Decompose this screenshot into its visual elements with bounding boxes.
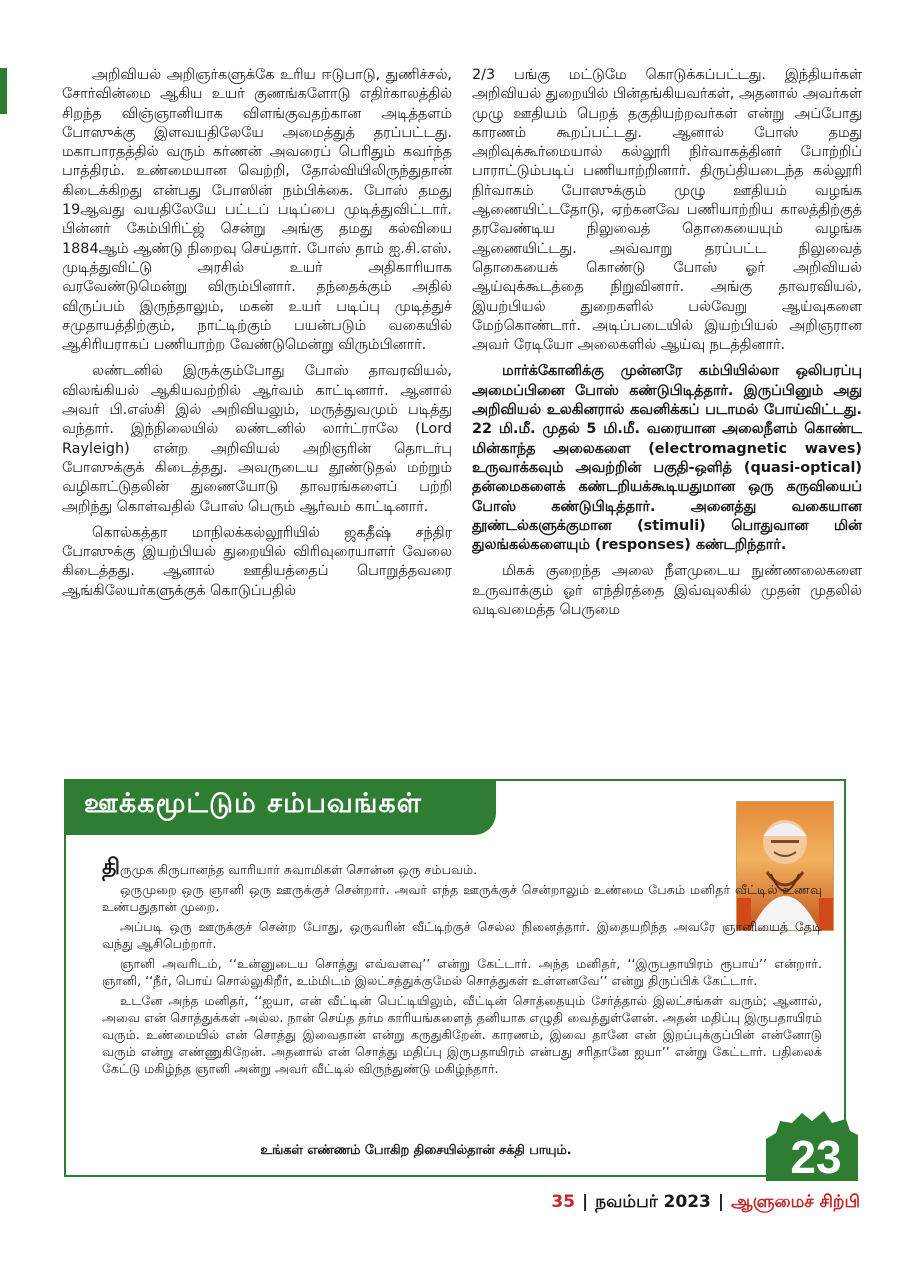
inspiration-box [64, 779, 846, 1181]
footer-separator: | [717, 1192, 725, 1212]
article-paragraph: மிகக் குறைந்த அலை நீளமுடைய நுண்ணலைகளை உருவாக்கும் ஓர் எந்திரத்தை இவ்வுலகில் முதன் முதலில் வடிவமைத்த பெருமை [472, 563, 862, 619]
page-footer [0, 1192, 860, 1214]
article-paragraph: லண்டனில் இருக்கும்போது போஸ் தாவரவியல், விலங்கியல் ஆகியவற்றில் ஆர்வம் காட்டினார். ஆனால் அவர் பி.எஸ்சி இல் அறிவியலும், மருத்துவமும் படித்து வந்தார். இந்நிலையில் லண்டனில் லார்ட்ராலே (Lord Rayleigh) என்ற அறிவியல் அறிஞரின் தொடர்பு போஸுக்குக் கிடைத்தது. அவருடைய தூண்டுதல் மற்றும் வழிகாட்டுதலின் துணையோடு தாவரங்களைப் பற்றி அறிந்து கொள்வதில் போஸ் பெரும் ஆர்வம் காட்டினார். [62, 363, 452, 515]
story-paragraph: அப்படி ஒரு ஊருக்குச் சென்ற போது, ஒருவரின் வீட்டிற்குச் செல்ல நினைத்தார். இதையறிந்த அவரே ஞானியைத் தேடி வந்து ஆசிபெற்றார். [102, 919, 822, 951]
issue-month: நவம்பர் 2023 [595, 1192, 711, 1212]
article-paragraph-bold: மார்க்கோனிக்கு முன்னரே கம்பியில்லா ஒலிபரப்பு அமைப்பினை போஸ் கண்டுபிடித்தார். இருப்பினும் அது அறிவியல் உலகினரால் கவனிக்கப் படாமல் போய்விட்டது. 22 மி.மீ. முதல் 5 மி.மீ. வரையான அலைநீளம் கொண்ட மின்காந்த அலைகளை (electromagnetic waves) உருவாக்கவும் அவற்றின் பகுதி-ஒளித் (quasi-optical) தன்மைகளைக் கண்டறியக்கூடியதுமான ஒரு கருவியைப் போஸ் கண்டுபிடித்தார். அனைத்து வகையான தூண்டல்களுக்குமான (stimuli) பொதுவான மின் துலங்கல்களையும் (responses) கண்டறிந்தார். [472, 363, 862, 554]
page-number: 35 [551, 1192, 576, 1212]
article-column-left [62, 66, 452, 772]
article-columns [62, 66, 862, 772]
story-paragraph: ஞானி அவரிடம், ‘‘உன்னுடைய சொத்து எவ்வளவு’’ என்று கேட்டார். அந்த மனிதர், ‘‘இருபதாயிரம் ரூபாய்’’ என்றார். ஞானி, ‘‘நீர், பொய் சொல்லுகிறீர், உம்மிடம் இலட்சத்துக்குமேல் சொத்துகள் உள்ளனவே’’ என்று திருப்பிக் கேட்டார். [102, 956, 822, 988]
article-column-right [472, 66, 862, 772]
side-tab-marker [0, 68, 7, 114]
box-title: ஊக்கமூட்டும் சம்பவங்கள் [84, 788, 423, 819]
story-dropcap: தி [102, 855, 121, 880]
footer-separator: | [582, 1192, 589, 1212]
article-paragraph: அறிவியல் அறிஞர்களுக்கே உரிய ஈடுபாடு, துணிச்சல், சோர்வின்மை ஆகிய உயர் குணங்களோடு எதிர்காலத்தில் சிறந்த விஞ்ஞானியாக விளங்குவதற்கான அடித்தளம் போஸுக்கு இளவயதிலேயே அமைத்துத் தரப்பட்டது. மகாபாரதத்தில் வரும் கர்ணன் அவரைப் பெரிதும் கவர்ந்த பாத்திரம். உண்மையான வெற்றி, தோல்வியிலிருந்துதான் கிடைக்கிறது என்பது போஸின் நம்பிக்கை. போஸ் தமது 19ஆவது வயதிலேயே பட்டப் படிப்பை முடித்துவிட்டார். பின்னர் கேம்பிரிட்ஜ் சென்று அங்கு தமது கல்வியை 1884ஆம் ஆண்டு நிறைவு செய்தார். போஸ் தாம் ஐ.சி.எஸ். முடித்துவிட்டு அரசில் உயர் அதிகாரியாக வரவேண்டுமென்று விரும்பினார். தந்தைக்கும் அதில் விருப்பம் இருந்தாலும், மகன் உயர் படிப்பு முடித்துச் சமுதாயத்திற்கும், நாட்டிற்கும் பயன்படும் வகையில் ஆசிரியராகப் பணியாற்ற வேண்டுமென்று விரும்பினார். [62, 67, 452, 354]
story-paragraph: உடனே அந்த மனிதர், ‘‘ஐயா, என் வீட்டின் பெட்டியிலும், வீட்டின் சொத்தையும் சேர்த்தால் இலட்சங்கள் வரும்; ஆனால், அவை என் சொத்துக்கள் அல்ல. நான் செய்த தர்ம காரியங்களைத் தனியாக எழுதி வைத்துள்ளேன். அதன் மதிப்பு இருபதாயிரம் வரும். உண்மையில் என் சொத்து இவைதான் என்று கருதுகிறேன். காரணம், இவை தானே என் இறப்புக்குப்பின் என்னோடு வரும் என்று எண்ணுகிறேன். அதனால் என் சொத்து மதிப்பு இருபதாயிரம் என்பது சரிதானே ஐயா’’ என்று கேட்டார். பதிலைக் கேட்டு மகிழ்ந்த ஞானி அன்று அவர் வீட்டில் விருந்துண்டு மகிழ்ந்தார். [102, 993, 822, 1076]
story-body [102, 855, 822, 1080]
story-first-text: ருமுக கிருபானந்த வாரியார் சுவாமிகள் சொன்ன ஒரு சம்பவம். [120, 862, 478, 877]
box-banner [64, 779, 496, 835]
badge-number: 23 [790, 1131, 842, 1181]
box-tagline: உங்கள் எண்ணம் போகிற திசையில்தான் சக்தி பாயும். [260, 1143, 572, 1158]
article-paragraph: 2/3 பங்கு மட்டுமே கொடுக்கப்பட்டது. இந்தியர்கள் அறிவியல் துறையில் பின்தங்கியவர்கள், அதனால் அவர்கள் முழு ஊதியம் பெறத் தகுதியற்றவர்கள் என்று அப்போது காரணம் கூறப்பட்டது. ஆனால் போஸ் தமது அறிவுக்கூர்மையால் கல்லூரி நிர்வாகத்தினர் போற்றிப் பாராட்டும்படிப் பணியாற்றினார். திருப்தியடைந்த கல்லூரி நிர்வாகம் போஸுக்கும் முழு ஊதியம் வழங்க ஆணையிட்டதோடு, ஏற்கனவே பணியாற்றிய காலத்திற்குத் தரவேண்டிய நிலுவைத் தொகையையும் வழங்க ஆணையிட்டது. அவ்வாறு தரப்பட்ட நிலுவைத் தொகையைக் கொண்டு போஸ் ஓர் அறிவியல் ஆய்வுக்கூடத்தை நிறுவினார். அங்கு தாவரவியல், இயற்பியல் துறைகளில் பல்வேறு ஆய்வுகளை மேற்கொண்டார். அடிப்படையில் இயற்பியல் அறிஞரான அவர் ரேடியோ அலைகளில் ஆய்வு நடத்தினார். [472, 67, 862, 354]
article-paragraph: கொல்கத்தா மாநிலக்கல்லூரியில் ஜகதீஷ் சந்திர போஸுக்கு இயற்பியல் துறையில் விரிவுரையாளர் வேலை கிடைத்தது. ஆனால் ஊதியத்தைப் பொறுத்தவரை ஆங்கிலேயர்களுக்குக் கொடுப்பதில் [62, 524, 452, 599]
magazine-name: ஆளுமைச் சிற்பி [731, 1192, 860, 1212]
story-paragraph: ஒருமுறை ஒரு ஞானி ஒரு ஊருக்குச் சென்றார். அவர் எந்த ஊருக்குச் சென்றாலும் உண்மை பேசும் மனிதர் வீட்டில் உணவு உண்பதுதான் முறை. [102, 882, 822, 914]
number-badge [766, 1111, 858, 1181]
story-first-paragraph [102, 855, 822, 880]
